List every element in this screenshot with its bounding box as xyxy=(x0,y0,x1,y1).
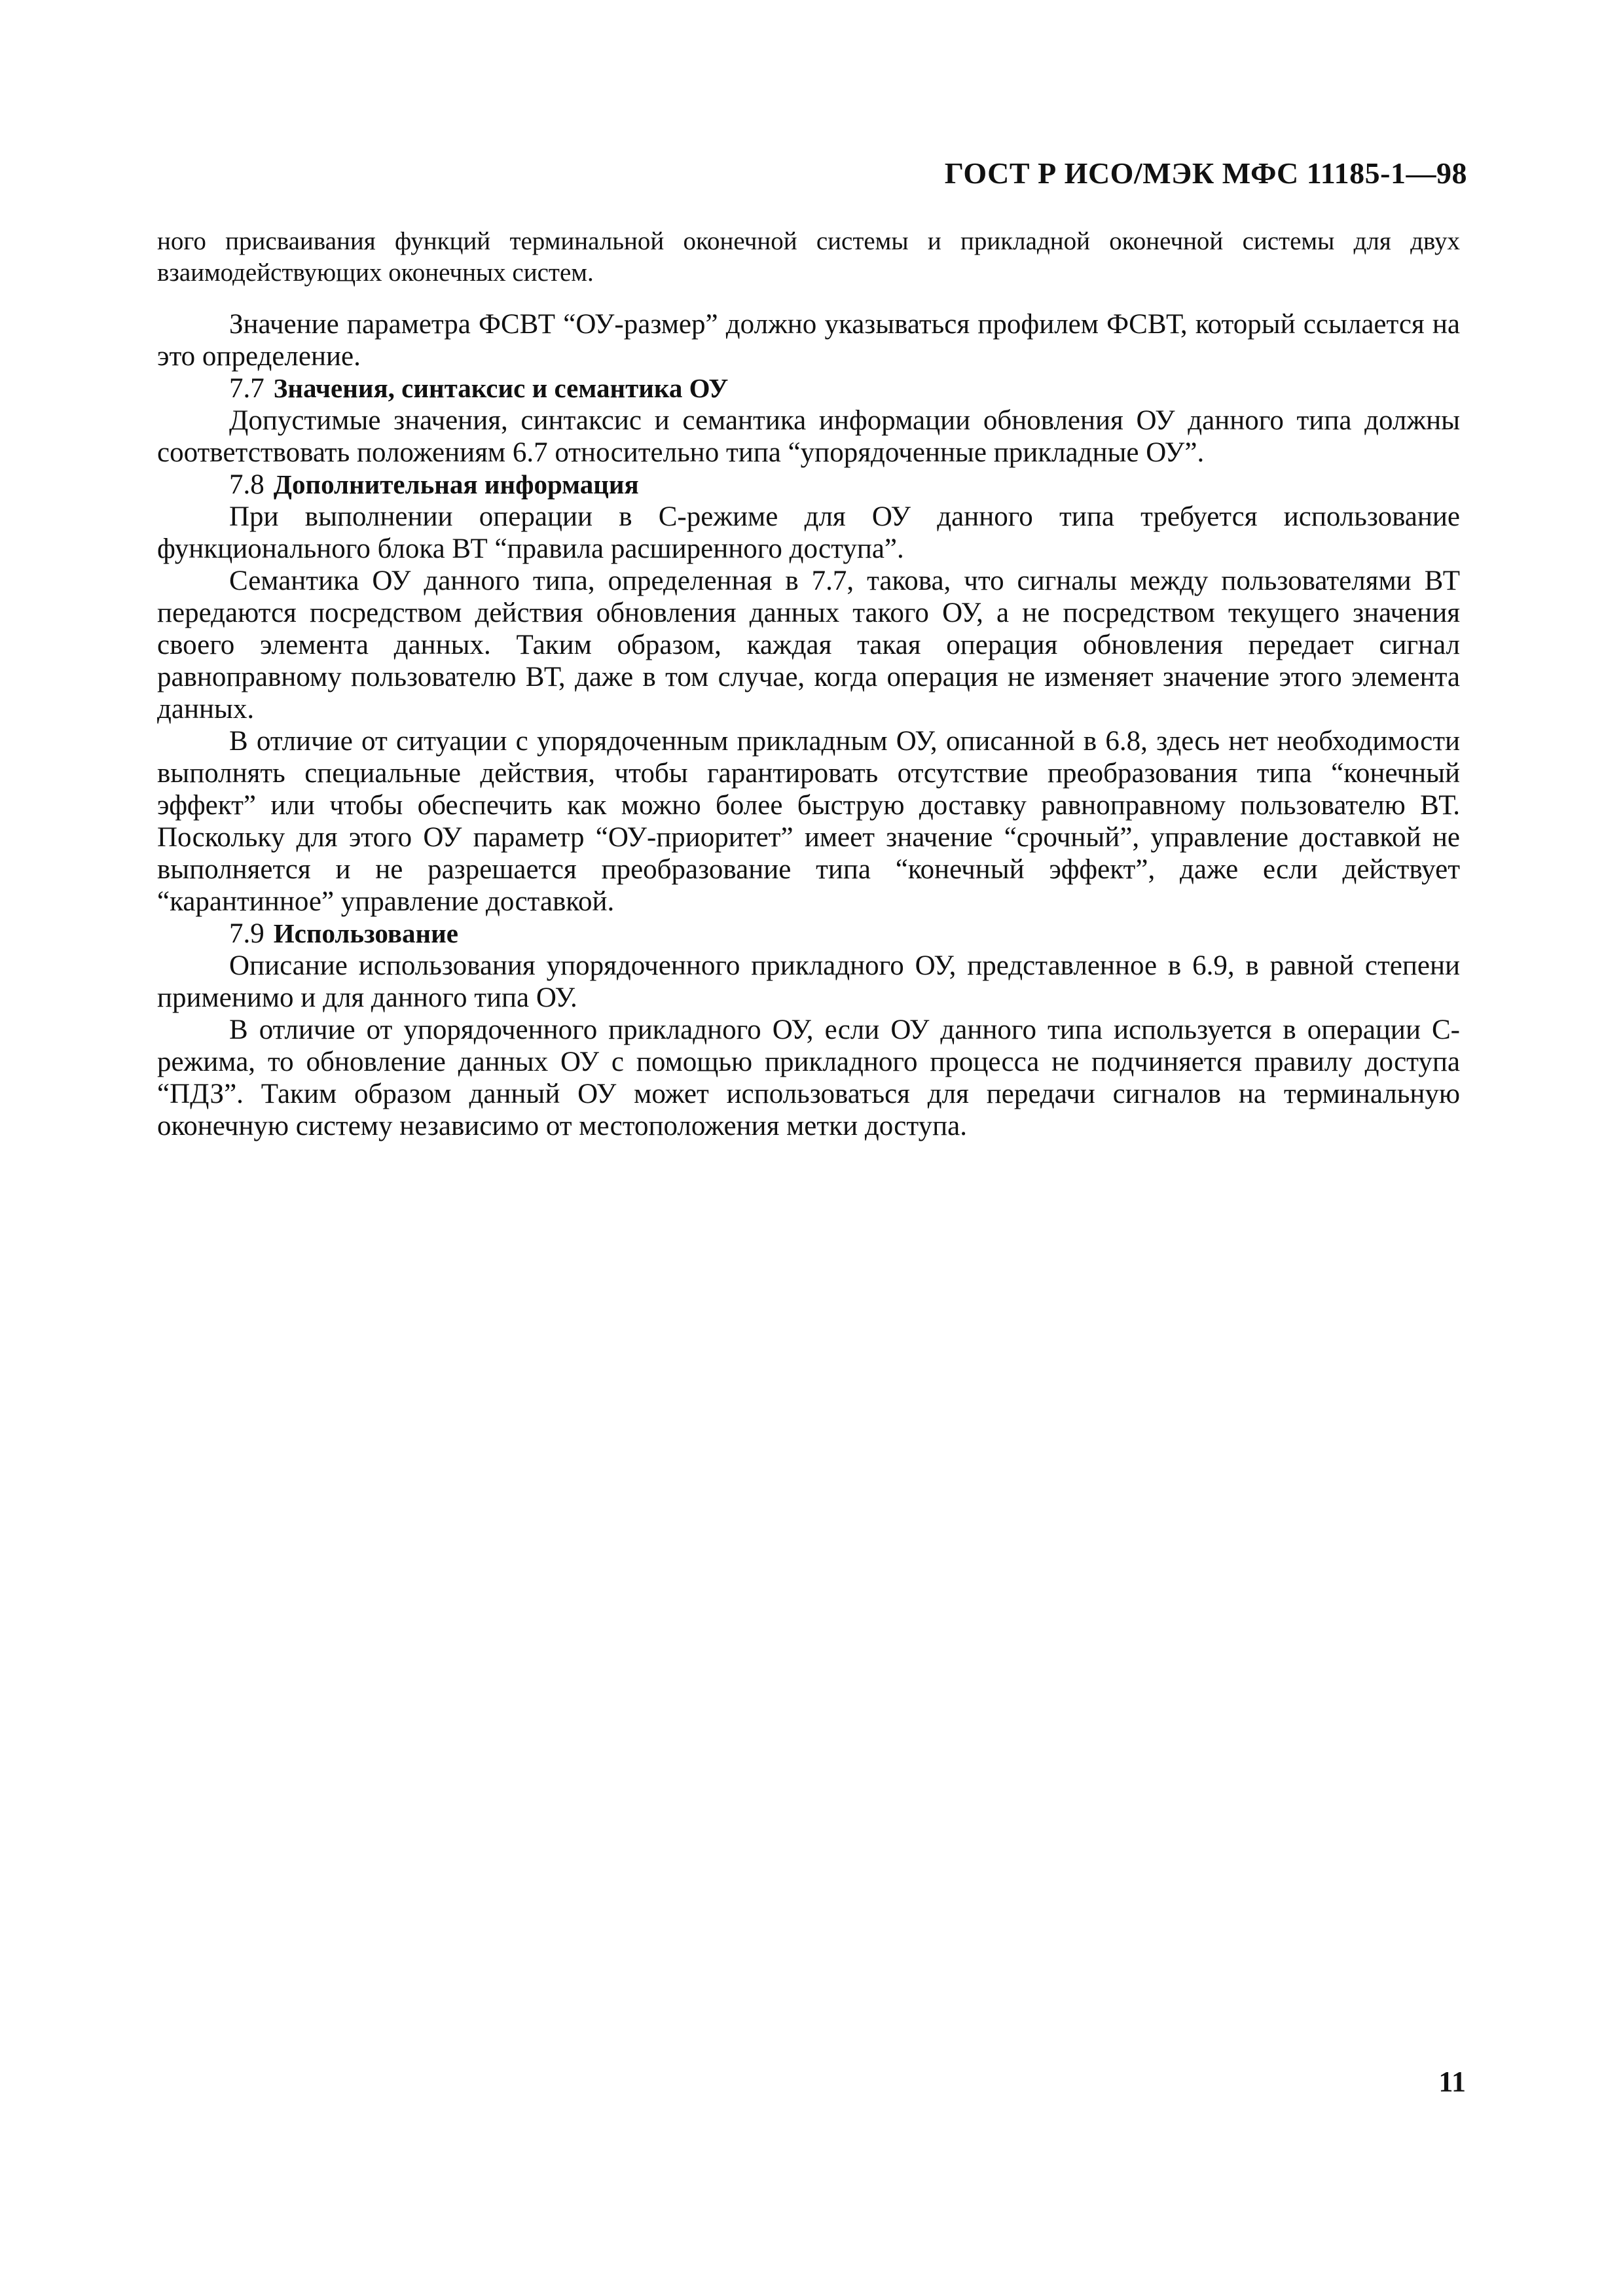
section-heading-7-9 xyxy=(157,918,1460,950)
section-title: Значения, синтаксис и семантика ОУ xyxy=(273,373,729,403)
paragraph: Допустимые значения, синтаксис и семантика информации обновления ОУ данного типа должны соответствовать положениям 6.7 относительно типа “упорядоченные прикладные ОУ”. xyxy=(157,405,1460,468)
paragraph: При выполнении операции в С-режиме для ОУ данного типа требуется использование функционального блока ВТ “правила расширенного доступа”. xyxy=(157,501,1460,564)
paragraph: В отличие от ситуации с упорядоченным прикладным ОУ, описанной в 6.8, здесь нет необходимости выполнять специальные действия, чтобы гарантировать отсутствие преобразования типа “конечный эффект” или чтобы обеспечить как можно более быструю доставку равноправному пользователю ВТ. Поскольку для этого ОУ параметр “ОУ-приоритет” имеет значение “срочный”, управление доставкой не выполняется и не разрешается преобразование типа “конечный эффект”, даже если действует “карантинное” управление доставкой. xyxy=(157,726,1460,917)
paragraph: Описание использования упорядоченного прикладного ОУ, представленное в 6.9, в равной степени применимо и для данного типа ОУ. xyxy=(157,950,1460,1013)
intro-paragraph: Значение параметра ФСВТ “ОУ-размер” должно указываться профилем ФСВТ, который ссылается на это определение. xyxy=(157,309,1460,372)
paragraph: В отличие от упорядоченного прикладного ОУ, если ОУ данного типа используется в операции С-режима, то обновление данных ОУ с помощью прикладного процесса не подчиняется правилу доступа “ПДЗ”. Таким образом данный ОУ может использоваться для передачи сигналов на терминальную оконечную систему независимо от местоположения метки доступа. xyxy=(157,1014,1460,1141)
section-number: 7.7 xyxy=(229,373,264,404)
standard-header: ГОСТ Р ИСО/МЭК МФС 11185-1—98 xyxy=(944,156,1467,190)
page-body xyxy=(157,226,1460,1142)
paragraph: Семантика ОУ данного типа, определенная в 7.7, такова, что сигналы между пользователями ВТ передаются посредством действия обновления данных такого ОУ, а не посредством текущего значения своего элемента данных. Таким образом, каждая такая операция обновления передает сигнал равноправному пользователю ВТ, даже в том случае, когда операция не изменяет значение этого элемента данных. xyxy=(157,565,1460,725)
section-title: Использование xyxy=(273,918,458,948)
section-number: 7.8 xyxy=(229,469,264,500)
section-title: Дополнительная информация xyxy=(273,469,639,499)
section-heading-7-8 xyxy=(157,469,1460,501)
section-number: 7.9 xyxy=(229,918,264,949)
continuation-text: ного присваивания функций терминальной оконечной системы и прикладной оконечной системы для двух взаимодействующих оконечных систем. xyxy=(157,227,1460,287)
section-heading-7-7 xyxy=(157,372,1460,404)
page-number: 11 xyxy=(1438,2066,1466,2098)
